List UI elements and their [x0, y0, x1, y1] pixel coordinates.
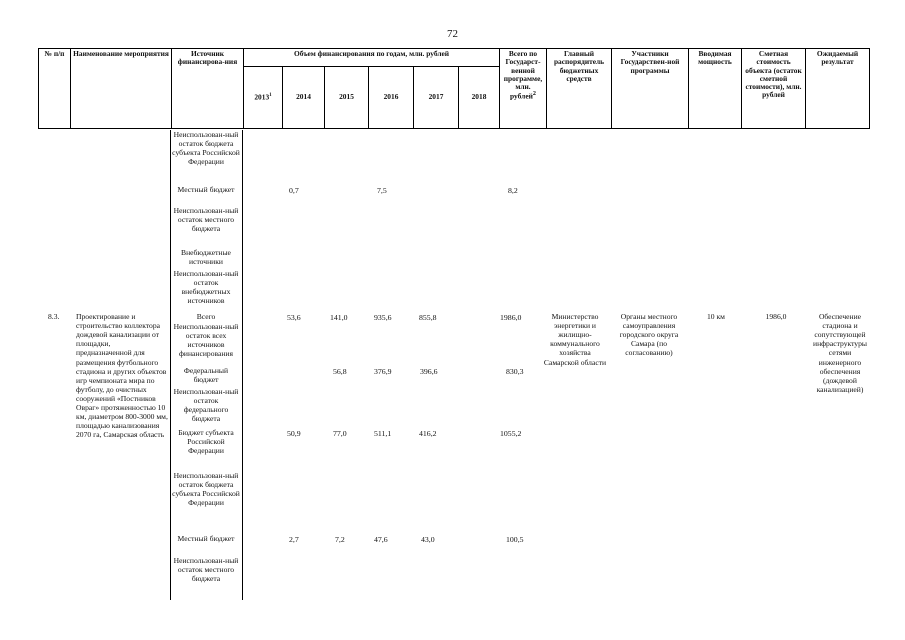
item-number: 8.3.	[48, 312, 60, 321]
header-col-name: Наименование мероприятия	[71, 49, 172, 129]
source-total: Всего	[196, 312, 216, 321]
page-number: 72	[447, 28, 458, 40]
total-all: 1986,0	[500, 313, 522, 322]
local-2015: 7,2	[335, 535, 345, 544]
item-name: Проектирование и строительство коллектора дождевой канализации от площадки, предназначенной для размещения футбольного стадиона и других объектов игр чемпионата мира по футболу, до очистных сооружений «Постников Овраг» протяженностью 10 км, диаметром 800-3000 мм, площадью канализования 2070 га, Самарская область	[76, 312, 168, 440]
source-unused-regional-top: Неиспользован-ный остаток бюджета субъекта Российской Федерации	[172, 130, 240, 167]
source-column-right-border	[242, 130, 243, 600]
participants: Органы местного самоуправления городского округа Самара (по согласованию)	[619, 312, 679, 358]
header-col-capacity: Вводимая мощность	[689, 49, 742, 129]
header-col-number: № п/п	[39, 49, 71, 129]
table-header	[38, 48, 870, 129]
header-year-2014: 2014	[283, 67, 325, 129]
header-year-2013: 2013$^1$	[244, 67, 283, 129]
header-col-participants: Участники Государствен-ной программы	[612, 49, 689, 129]
header-year-2016: 2016	[369, 67, 414, 129]
total-2014: 53,6	[287, 313, 301, 322]
total-2016: 935,6	[374, 313, 392, 322]
regional-2016: 511,1	[374, 429, 392, 438]
source-unused-local-top: Неиспользован-ный остаток местного бюджета	[173, 206, 239, 234]
source-unused-federal: Неиспользован-ный остаток федерального бюджета	[173, 387, 239, 424]
federal-2017: 396,6	[420, 367, 438, 376]
local-2016: 47,6	[374, 535, 388, 544]
total-2017: 855,8	[419, 313, 437, 322]
local-2014: 2,7	[289, 535, 299, 544]
source-unused-regional: Неиспользован-ный остаток бюджета субъекта Российской Федерации	[172, 471, 240, 508]
top-local-total: 8,2	[508, 186, 518, 195]
header-col-volume: Объем финансирования по годам, млн. рублей	[244, 49, 500, 67]
source-unused-local: Неиспользован-ный остаток местного бюджета	[173, 556, 239, 584]
source-unused-extrabudget-top: Неиспользован-ный остаток внебюджетных источников	[173, 269, 239, 306]
header-col-total: Всего по Государст-венной программе, млн. рублей$^2$	[500, 49, 547, 129]
header-col-cost: Сметная стоимость объекта (остаток сметной стоимости), млн. рублей	[742, 49, 806, 129]
regional-2014: 50,9	[287, 429, 301, 438]
source-regional: Бюджет субъекта Российской Федерации	[178, 428, 234, 456]
federal-total: 830,3	[506, 367, 524, 376]
header-year-2015: 2015	[325, 67, 369, 129]
source-local-top: Местный бюджет	[177, 185, 235, 194]
main-manager: Министерство энергетики и жилищно-коммунального хозяйства Самарской области	[543, 312, 607, 367]
source-unused-all: Неиспользован-ный остаток всех источников финансирования	[173, 322, 239, 359]
total-2015: 141,0	[330, 313, 348, 322]
regional-2017: 416,2	[419, 429, 437, 438]
local-total: 100,5	[506, 535, 524, 544]
federal-2015: 56,8	[333, 367, 347, 376]
top-local-2014: 0,7	[289, 186, 299, 195]
expected-result: Обеспечение стадиона и сопутствующей инфраструктуры сетями инженерного обеспечения (дождевой канализацией)	[813, 312, 867, 394]
federal-2016: 376,9	[374, 367, 392, 376]
source-column-left-border	[170, 130, 171, 600]
header-col-result: Ожидаемый результат	[806, 49, 870, 129]
top-local-2016: 7,5	[377, 186, 387, 195]
source-federal: Федеральный бюджет	[183, 366, 229, 385]
source-local: Местный бюджет	[177, 534, 235, 543]
regional-total: 1055,2	[500, 429, 522, 438]
header-year-2018: 2018	[459, 67, 500, 129]
regional-2015: 77,0	[333, 429, 347, 438]
header-col-manager: Главный распорядитель бюджетных средств	[547, 49, 612, 129]
local-2017: 43,0	[421, 535, 435, 544]
source-extrabudget-top: Внебюджетные источники	[181, 248, 231, 267]
header-year-2017: 2017	[414, 67, 459, 129]
header-col-source: Источник финансирова-ния	[172, 49, 244, 129]
capacity: 10 км	[707, 312, 725, 321]
estimated-cost: 1986,0	[765, 312, 787, 321]
